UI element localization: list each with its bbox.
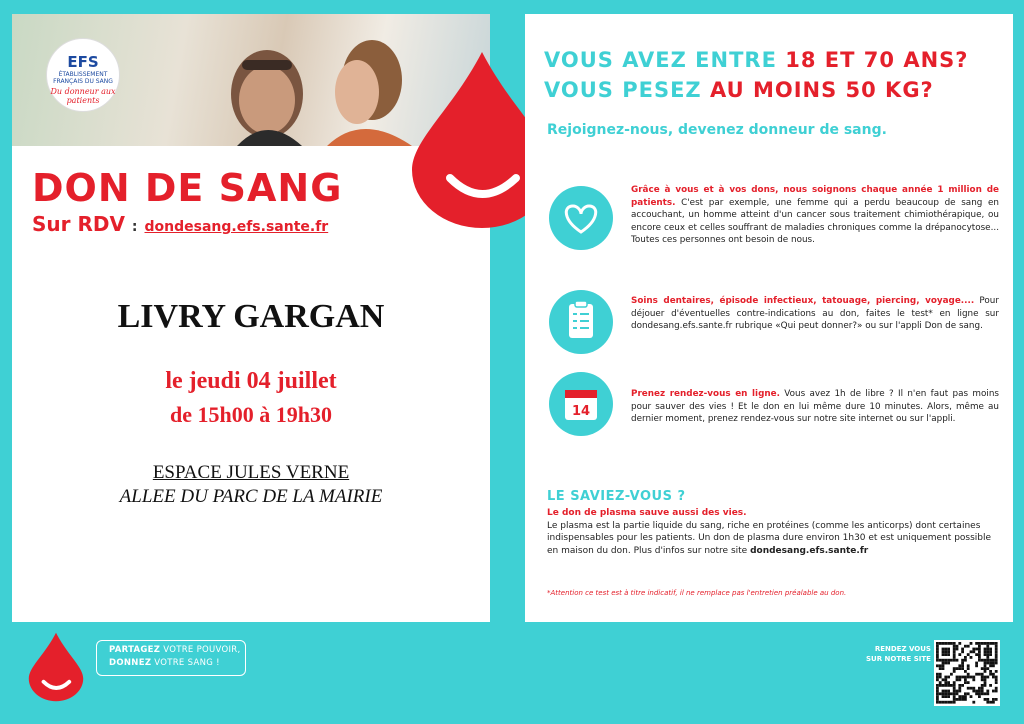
headline-weight-highlight: AU MOINS 50 KG?	[709, 78, 934, 102]
checklist-icon	[549, 290, 613, 354]
info-bold: Soins dentaires, épisode infectieux, tatouage, piercing, voyage....	[631, 296, 975, 306]
logo-subtitle: ÉTABLISSEMENT FRANÇAIS DU SANG	[53, 71, 113, 85]
qr-code[interactable]	[934, 640, 1000, 706]
event-time: de 15h00 à 19h30	[170, 402, 332, 427]
logo-tagline: Du donneur aux patients	[50, 87, 116, 105]
footnote: *Attention ce test est à titre indicatif, il ne remplace pas l'entretien préalable au don.	[547, 589, 847, 597]
headline-weight	[544, 78, 934, 102]
headline-age-text: VOUS AVEZ ENTRE	[544, 48, 786, 72]
saviez-text: Le plasma est la partie liquide du sang, riche en protéines (comme les anticorps) dont certaines indispensables pour les patients. Un don de plasma dure environ 1h30 et est uniquement possible en maison du don. Plus d'infos sur notre site	[547, 520, 992, 556]
info-text: Vous avez 1h de libre ? Il n'en faut pas moins pour sauver des vies ! Et le don en lui même dure 10 minutes. Alors, même au dernier moment, prenez rendez-vous sur notre site internet ou sur l'appli.	[631, 389, 999, 424]
bubble-line-2-bold: DONNEZ	[109, 658, 152, 668]
info-block-patients	[631, 184, 999, 247]
rendez-vous-line-2: SUR NOTRE SITE	[866, 655, 931, 663]
rendez-vous-line-1: RENDEZ VOUS	[874, 645, 931, 653]
right-panel	[525, 14, 1013, 622]
rdv-label: Sur RDV	[32, 212, 125, 236]
rendez-vous-text	[866, 644, 931, 664]
saviez-body	[547, 507, 997, 557]
event-date: le jeudi 04 juillet	[165, 368, 337, 394]
bubble-line-2	[109, 658, 220, 668]
rdv-line	[32, 212, 328, 236]
qr-pattern	[934, 640, 1000, 706]
info-block-contraindications	[631, 295, 999, 333]
heart-hands-icon	[549, 186, 613, 250]
bubble-line-1	[109, 645, 241, 655]
venue-name: ESPACE JULES VERNE	[152, 462, 350, 483]
join-text: Rejoignez-nous, devenez donneur de sang.	[547, 122, 887, 138]
saviez-link[interactable]: dondesang.efs.sante.fr	[750, 545, 869, 556]
info-text: C'est par exemple, une femme qui a perdu beaucoup de sang en accouchant, un homme atteint d'un cancer sous traitement chimiothérapique, ou encore ceux et celles souffrant de maladies chroniques comme la drépanocytose... Toutes ces personnes ont besoin de nous.	[631, 197, 999, 245]
headline-age	[544, 48, 968, 72]
venue-address: ALLEE DU PARC DE LA MAIRIE	[119, 486, 383, 507]
saviez-bold: Le don de plasma sauve aussi des vies.	[547, 508, 747, 518]
saviez-title: LE SAVIEZ-VOUS ?	[547, 489, 686, 504]
page-title: DON DE SANG	[32, 166, 343, 210]
city-name: LIVRY GARGAN	[117, 298, 385, 335]
logo-brand: EFS	[67, 53, 99, 71]
info-bold: Prenez rendez-vous en ligne.	[631, 389, 780, 399]
info-bold: Grâce à vous et à vos dons, nous soignons chaque année 1 million de patients.	[631, 185, 999, 208]
bubble-line-1-bold: PARTAGEZ	[109, 645, 161, 655]
share-bubble	[96, 640, 246, 676]
rdv-colon: :	[131, 219, 138, 235]
info-block-appointment	[631, 388, 999, 426]
bubble-line-2-text: VOTRE SANG !	[151, 658, 220, 668]
bubble-line-1-text: VOTRE POUVOIR,	[160, 645, 241, 655]
headline-age-highlight: 18 ET 70 ANS?	[785, 48, 969, 72]
info-text: Pour déjouer d'éventuelles contre-indications au don, faites le test* en ligne sur dondesang.efs.sante.fr rubrique «Qui peut donner?» ou sur l'appli Don de sang.	[631, 296, 999, 331]
calendar-day: 14	[571, 404, 591, 419]
small-blood-drop-icon	[28, 632, 84, 702]
headline-weight-text: VOUS PESEZ	[544, 78, 710, 102]
calendar-icon	[549, 372, 613, 436]
efs-logo	[46, 38, 120, 112]
rdv-link[interactable]: dondesang.efs.sante.fr	[144, 219, 329, 235]
